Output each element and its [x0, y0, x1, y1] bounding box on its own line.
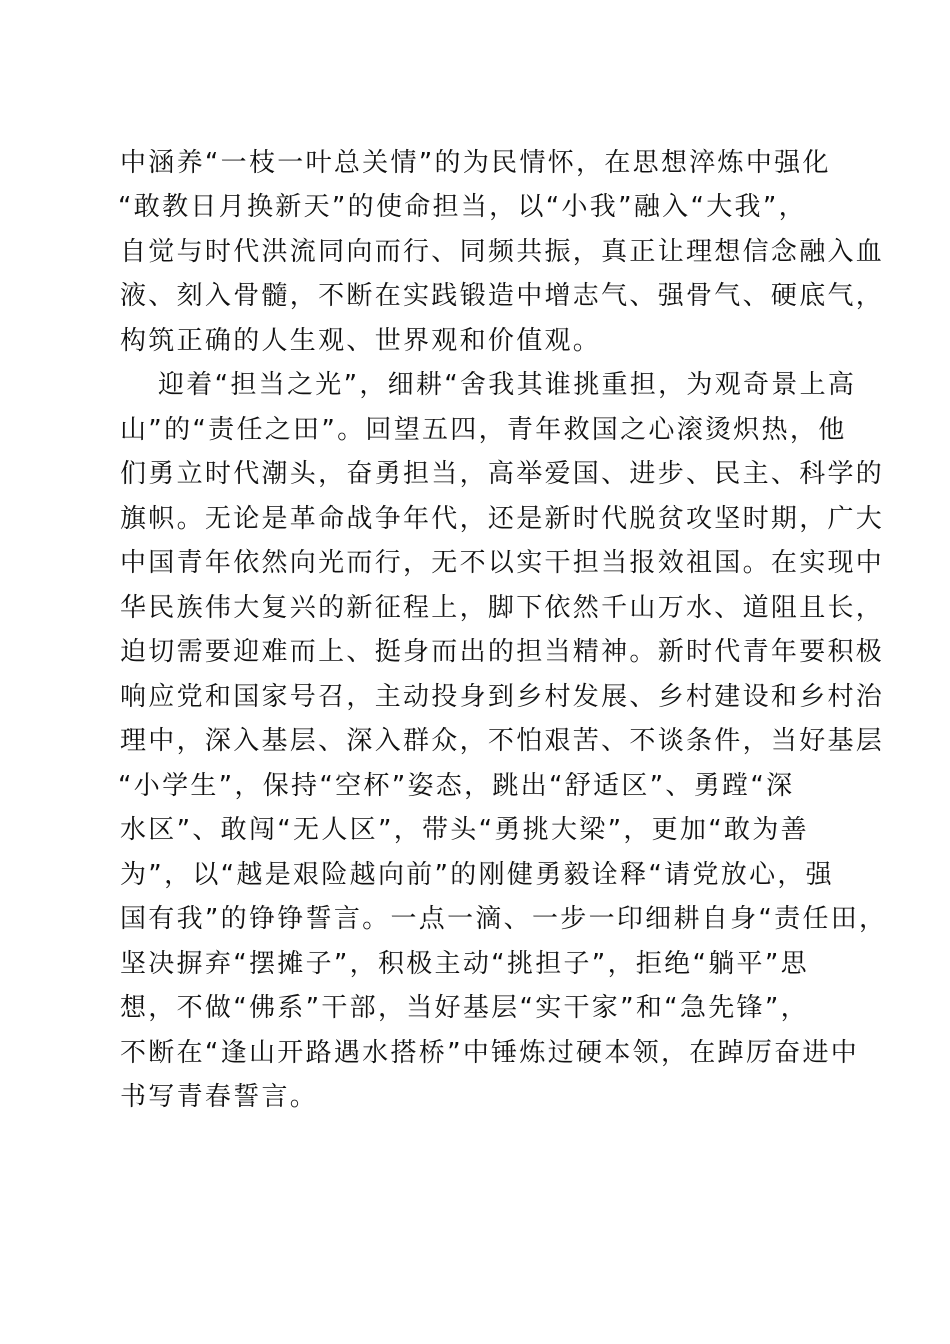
text-line: 水区”、敢闯“无人区”，带头“勇挑大梁”，更加“敢为善	[120, 815, 809, 845]
paragraph-start-line: 迎着“担当之光”，细耕“舍我其谁挑重担，为观奇景上高	[158, 370, 857, 400]
text-line: 不断在“逢山开路遇水搭桥”中锤炼过硬本领，在踔厉奋进中	[120, 1038, 860, 1068]
text-line: 书写青春誓言。	[120, 1082, 319, 1112]
text-line: 液、刻入骨髓，不断在实践锻造中增志气、强骨气、硬底气，	[120, 281, 885, 311]
text-line: 华民族伟大复兴的新征程上，脚下依然千山万水、道阻且长，	[120, 593, 885, 623]
text-line: 为”，以“越是艰险越向前”的刚健勇毅诠释“请党放心，强	[120, 860, 834, 890]
text-line: 国有我”的铮铮誓言。一点一滴、一步一印细耕自身“责任田，	[120, 904, 888, 934]
text-line: 中国青年依然向光而行，无不以实干担当报效祖国。在实现中	[120, 548, 885, 578]
text-line: 迫切需要迎难而上、挺身而出的担当精神。新时代青年要积极	[120, 637, 885, 667]
text-line: 响应党和国家号召，主动投身到乡村发展、乡村建设和乡村治	[120, 682, 885, 712]
text-line: 山”的“责任之田”。回望五四，青年救国之心滚烫炽热，他	[120, 415, 847, 445]
text-line: 自觉与时代洪流同向而行、同频共振，真正让理想信念融入血	[120, 237, 885, 267]
text-line: 坚决摒弃“摆摊子”，积极主动“挑担子”，拒绝“躺平”思	[120, 949, 809, 979]
text-line: “敢教日月换新天”的使命担当，以“小我”融入“大我”，	[118, 192, 807, 222]
text-line: “小学生”，保持“空杯”姿态，跳出“舒适区”、勇蹚“深	[118, 771, 795, 801]
text-line: 构筑正确的人生观、世界观和价值观。	[120, 326, 602, 356]
text-line: 旗帜。无论是革命战争年代，还是新时代脱贫攻坚时期，广大	[120, 504, 885, 534]
text-line: 想，不做“佛系”干部，当好基层“实干家”和“急先锋”，	[120, 993, 809, 1023]
text-line: 们勇立时代潮头，奋勇担当，高举爱国、进步、民主、科学的	[120, 459, 885, 489]
text-line: 理中，深入基层、深入群众，不怕艰苦、不谈条件，当好基层	[120, 726, 885, 756]
text-line: 中涵养“一枝一叶总关情”的为民情怀，在思想淬炼中强化	[120, 148, 831, 178]
